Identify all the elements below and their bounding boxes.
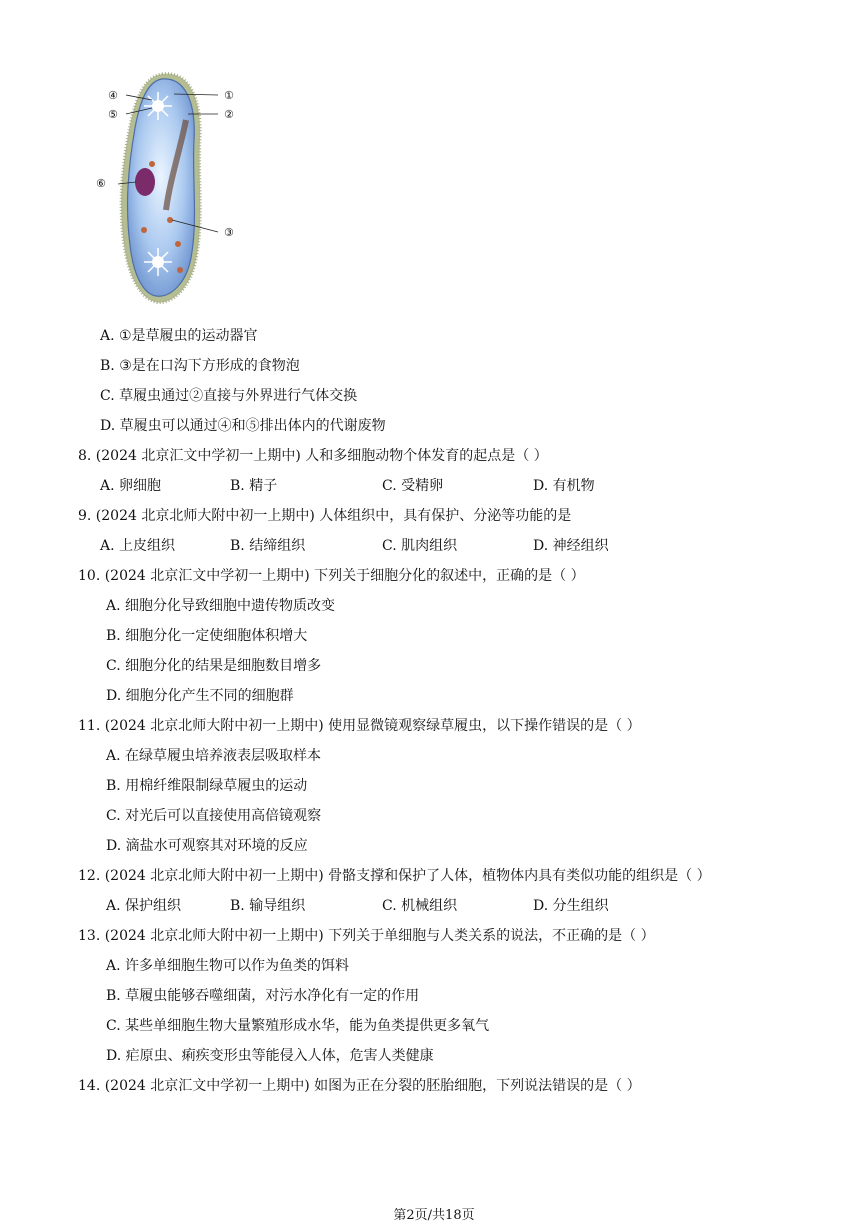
contractile-vacuole-top <box>144 92 172 120</box>
food-vacuole <box>177 267 183 273</box>
callout-6: ⑥ <box>96 177 106 190</box>
q13-option-b: B. 草履虫能够吞噬细菌，对污水净化有一定的作用 <box>106 988 420 1004</box>
q13-option-c: C. 某些单细胞生物大量繁殖形成水华，能为鱼类提供更多氧气 <box>106 1018 490 1034</box>
q7-option-c: C. 草履虫通过②直接与外界进行气体交换 <box>100 388 358 404</box>
q9-option-a: A. 上皮组织 <box>100 538 176 554</box>
q12-option-a: A. 保护组织 <box>106 898 182 914</box>
q11-option-a: A. 在绿草履虫培养液表层吸取样本 <box>106 748 322 764</box>
q8-option-a: A. 卵细胞 <box>100 478 162 494</box>
q10-option-a: A. 细胞分化导致细胞中遗传物质改变 <box>106 598 336 614</box>
q8-option-b: B. 精子 <box>230 478 278 494</box>
q10-option-c: C. 细胞分化的结果是细胞数目增多 <box>106 658 322 674</box>
q7-option-b: B. ③是在口沟下方形成的食物泡 <box>100 358 300 374</box>
callout-4: ④ <box>108 89 118 102</box>
q9-stem: 9. (2024 北京北师大附中初一上期中) 人体组织中，具有保护、分泌等功能的是 <box>78 508 572 524</box>
q12-stem: 12. (2024 北京北师大附中初一上期中) 骨骼支撑和保护了人体，植物体内具有类似功能的组织是（ ） <box>78 868 711 884</box>
page-number: 第2页/共18页 <box>393 1208 475 1223</box>
q12-option-b: B. 输导组织 <box>230 898 306 914</box>
q12-option-d: D. 分生组织 <box>533 898 609 914</box>
food-vacuole <box>149 161 155 167</box>
q8-option-d: D. 有机物 <box>533 478 595 494</box>
callout-1: ① <box>224 89 234 102</box>
q13-option-a: A. 许多单细胞生物可以作为鱼类的饵料 <box>106 958 350 974</box>
q11-option-d: D. 滴盐水可观察其对环境的反应 <box>106 838 308 854</box>
food-vacuole <box>175 241 181 247</box>
q12-option-c: C. 机械组织 <box>382 898 458 914</box>
contractile-vacuole-bottom <box>144 248 172 276</box>
q11-option-c: C. 对光后可以直接使用高倍镜观察 <box>106 808 322 824</box>
q10-option-b: B. 细胞分化一定使细胞体积增大 <box>106 628 308 644</box>
callout-3: ③ <box>224 226 234 239</box>
q10-stem: 10. (2024 北京汇文中学初一上期中) 下列关于细胞分化的叙述中，正确的是（ ） <box>78 568 585 584</box>
q9-option-d: D. 神经组织 <box>533 538 609 554</box>
q8-option-c: C. 受精卵 <box>382 478 444 494</box>
q7-option-d: D. 草履虫可以通过④和⑤排出体内的代谢废物 <box>100 418 386 434</box>
q14-stem: 14. (2024 北京汇文中学初一上期中) 如图为正在分裂的胚胎细胞，下列说法错误的是（ ） <box>78 1078 641 1094</box>
food-vacuole <box>141 227 147 233</box>
q11-option-b: B. 用棉纤维限制绿草履虫的运动 <box>106 778 308 794</box>
q10-option-d: D. 细胞分化产生不同的细胞群 <box>106 688 294 704</box>
callout-2: ② <box>224 108 234 121</box>
q7-option-a: A. ①是草履虫的运动器官 <box>100 328 258 344</box>
callout-5: ⑤ <box>108 108 118 121</box>
q9-option-c: C. 肌肉组织 <box>382 538 458 554</box>
q13-option-d: D. 疟原虫、痢疾变形虫等能侵入人体，危害人类健康 <box>106 1048 434 1064</box>
nucleus <box>135 168 155 196</box>
q9-option-b: B. 结缔组织 <box>230 538 306 554</box>
q11-stem: 11. (2024 北京北师大附中初一上期中) 使用显微镜观察绿草履虫，以下操作错误的是（ ） <box>78 718 641 734</box>
q13-stem: 13. (2024 北京北师大附中初一上期中) 下列关于单细胞与人类关系的说法，不正确的是（ ） <box>78 928 655 944</box>
q8-stem: 8. (2024 北京汇文中学初一上期中) 人和多细胞动物个体发育的起点是（ ） <box>78 448 548 464</box>
